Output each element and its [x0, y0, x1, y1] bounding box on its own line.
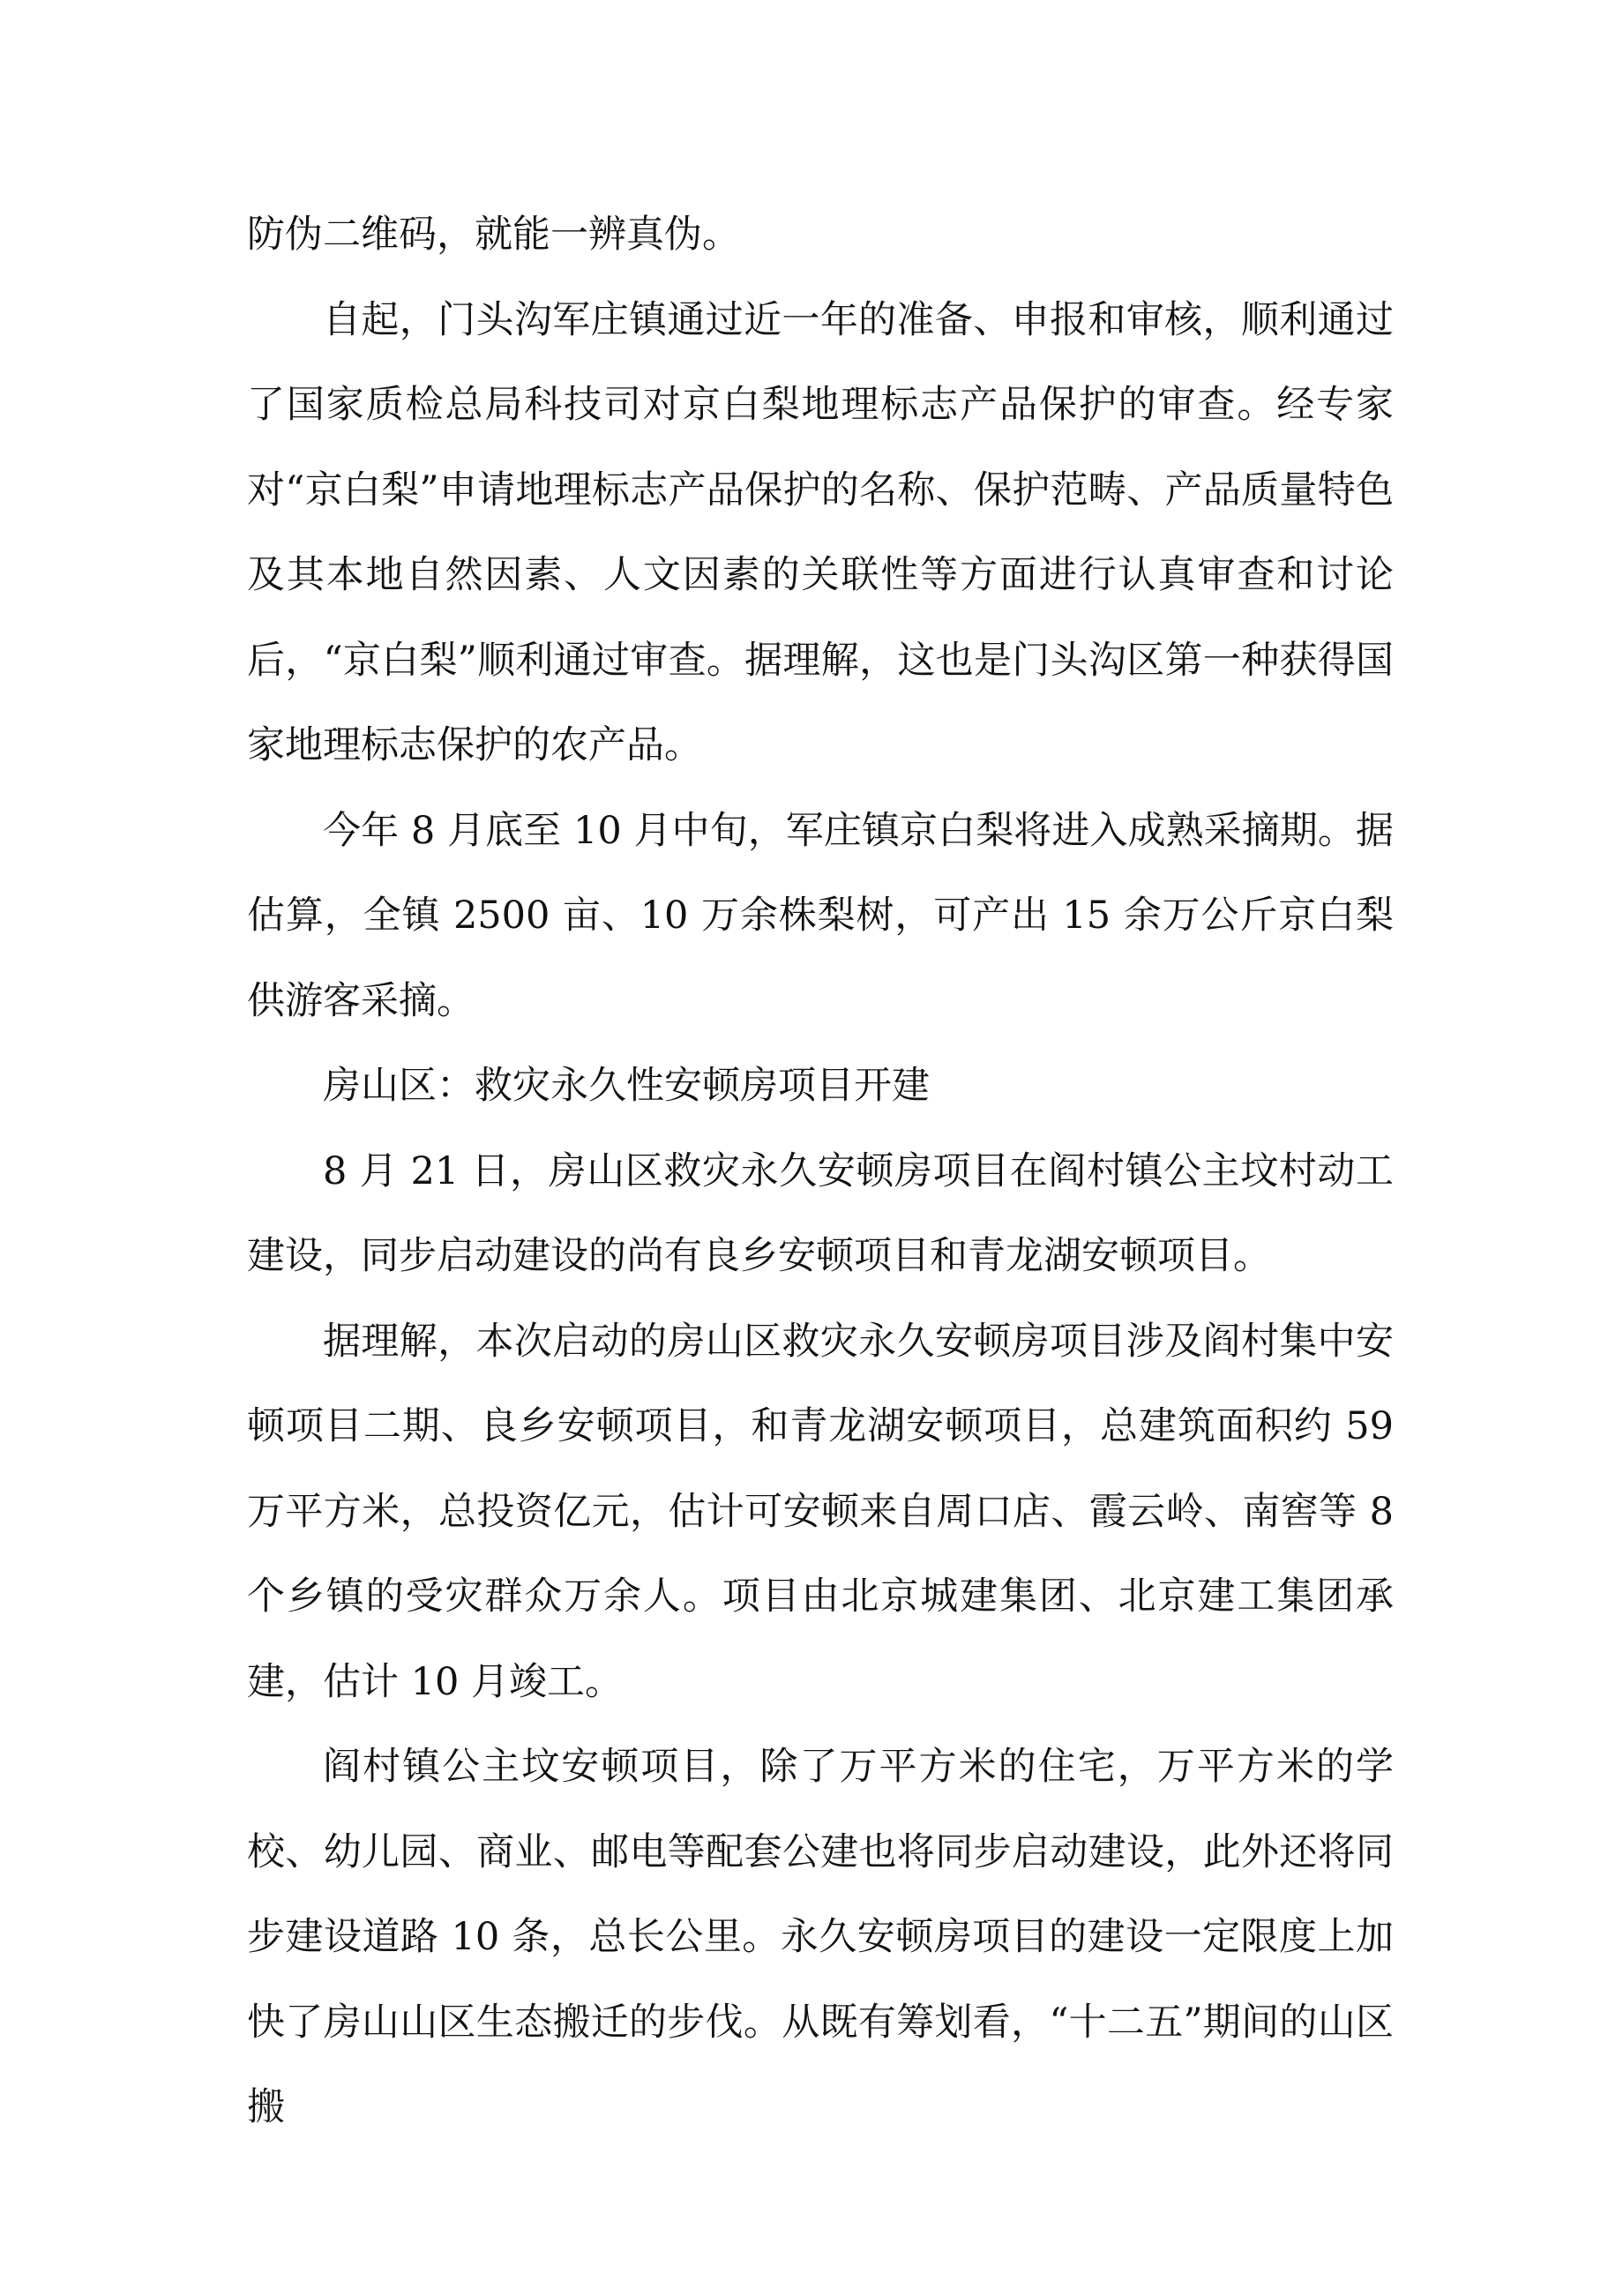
section-heading: 房山区：救灾永久性安顿房项目开建 [323, 1064, 930, 1108]
document-body [247, 192, 1394, 2150]
paragraph-7: 阎村镇公主坟安顿项目，除了万平方米的住宅，万平方米的学校、幼儿园、商业、邮电等配套公建也将同步启动建设，此外还将同步建设道路 10 条，总长公里。永久安顿房项目的建设一定限度上加快了房山山区生态搬迁的步伐。从既有筹划看，“十二五”期间的山区搬 [247, 1745, 1394, 2129]
paragraph-5: 8 月 21 日，房山区救灾永久安顿房项目在阎村镇公主坟村动工建设，同步启动建设的尚有良乡安顿项目和青龙湖安顿项目。 [247, 1148, 1394, 1278]
paragraph-1: 防伪二维码，就能一辨真伪。 [247, 213, 740, 257]
paragraph-2: 自起，门头沟军庄镇通过近一年的准备、申报和审核，顺利通过了国家质检总局科技司对京白梨地理标志产品保护的审查。经专家对“京白梨”申请地理标志产品保护的名称、保护范畴、产品质量特色及其本地自然因素、人文因素的关联性等方面进行认真审查和讨论后，“京白梨”顺利通过审查。据理解，这也是门头沟区第一种获得国家地理标志保护的农产品。 [247, 297, 1394, 767]
paragraph-3: 今年 8 月底至 10 月中旬，军庄镇京白梨将进入成熟采摘期。据估算，全镇 2500 亩、10 万余株梨树，可产出 15 余万公斤京白梨供游客采摘。 [247, 808, 1394, 1023]
paragraph-6: 据理解，本次启动的房山区救灾永久安顿房项目涉及阎村集中安顿项目二期、良乡安顿项目，和青龙湖安顿项目，总建筑面积约 59 万平方米，总投资亿元，估计可安顿来自周口店、霞云岭、南窖等 8 个乡镇的受灾群众万余人。项目由北京城建集团、北京建工集团承建，估计 10 月竣工。 [247, 1319, 1394, 1704]
